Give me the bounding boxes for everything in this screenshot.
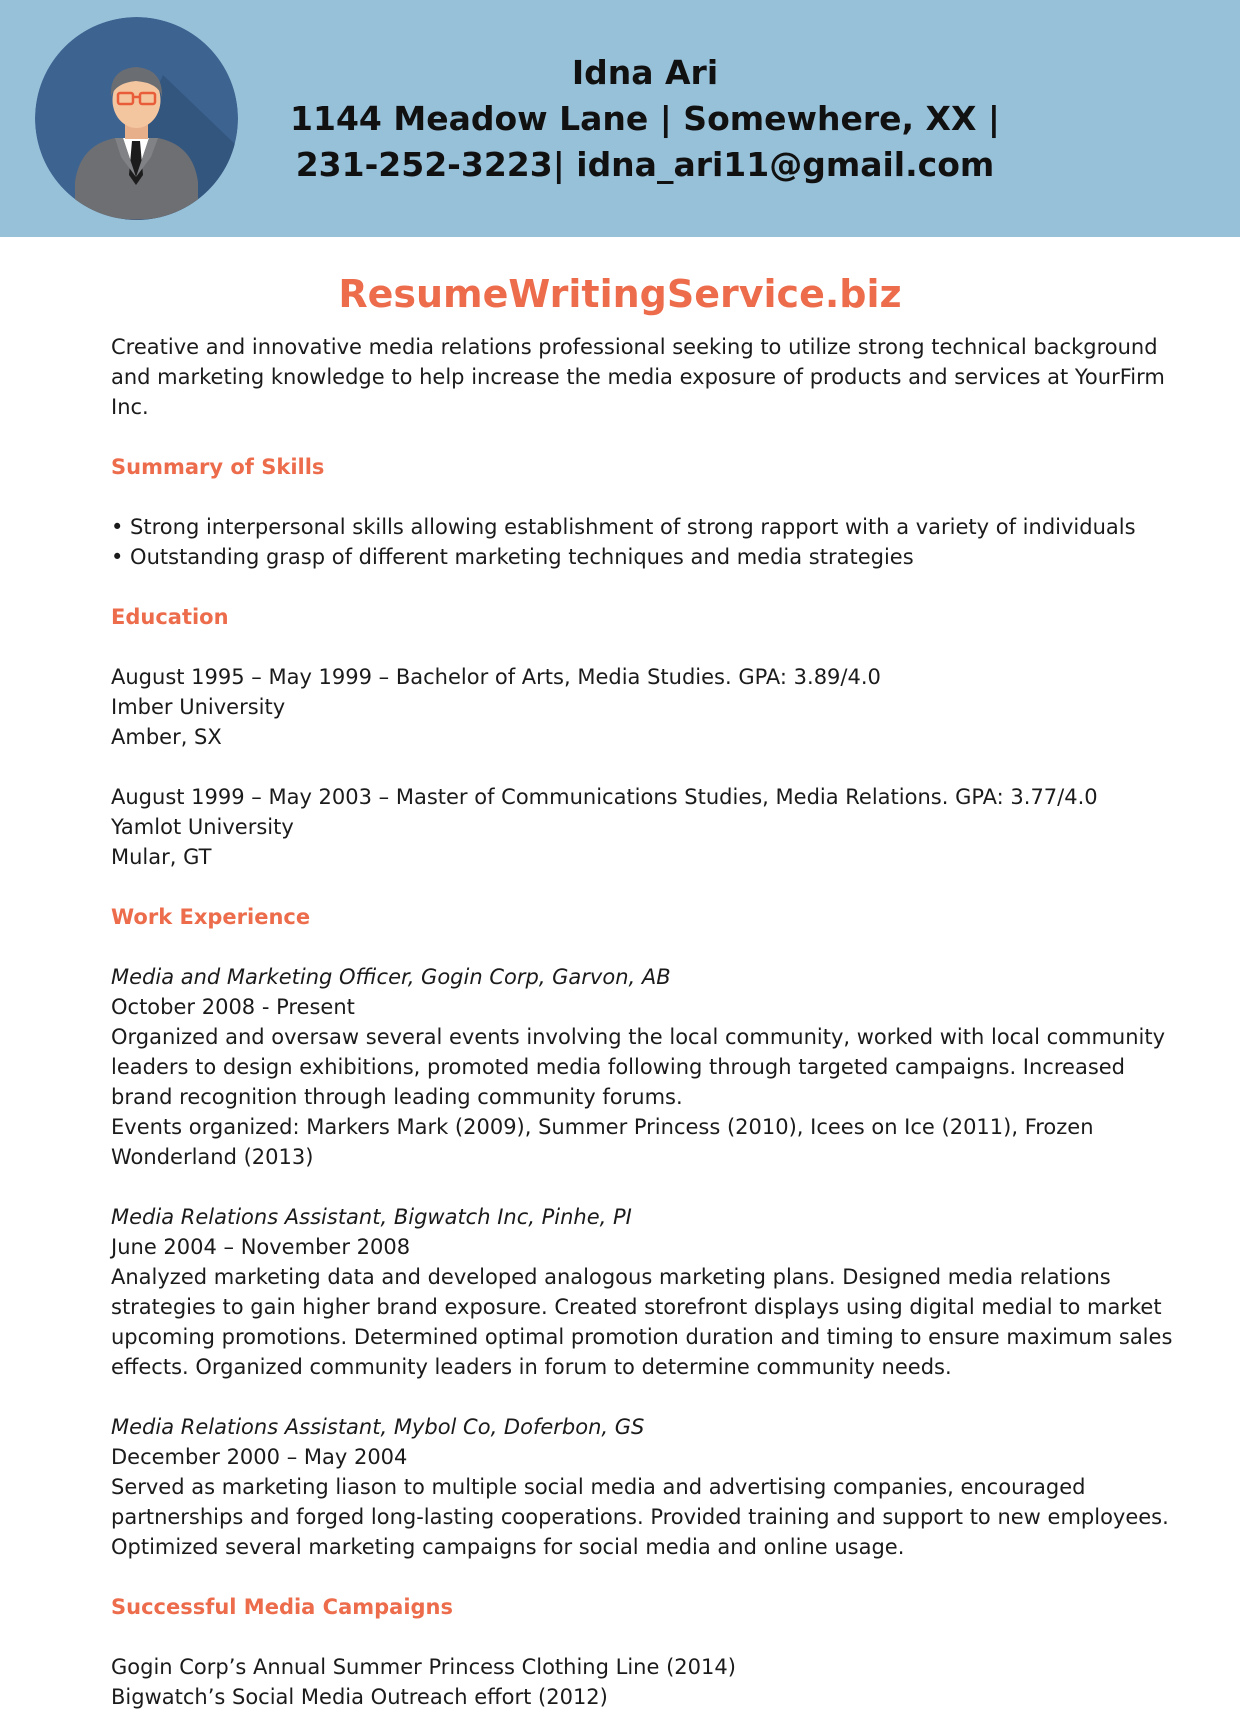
work-heading: Work Experience bbox=[111, 905, 311, 929]
skills-heading: Summary of Skills bbox=[111, 455, 325, 479]
job-title: Media Relations Assistant, Mybol Co, Doferbon, GS bbox=[111, 1415, 645, 1439]
education-degree: August 1999 – May 2003 – Master of Communications Studies, Media Relations. GPA: 3.77/4.0 bbox=[111, 785, 1098, 809]
campaign-item: Gogin Corp’s Annual Summer Princess Clothing Line (2014) bbox=[111, 1655, 736, 1679]
candidate-name: Idna Ari bbox=[571, 53, 719, 92]
job-dates: June 2004 – November 2008 bbox=[111, 1235, 411, 1259]
job-title: Media and Marketing Officer, Gogin Corp, Garvon, AB bbox=[111, 965, 671, 989]
businessman-avatar-icon bbox=[35, 17, 238, 220]
education-location: Mular, GT bbox=[111, 845, 212, 869]
education-location: Amber, SX bbox=[111, 725, 222, 749]
contact-block bbox=[250, 50, 1040, 188]
job-extra: Events organized: Markers Mark (2009), Summer Princess (2010), Icees on Ice (2011), Frozen Wonderland (2013) bbox=[111, 1115, 1094, 1169]
resume-body bbox=[111, 332, 1181, 1712]
header-banner bbox=[0, 0, 1240, 237]
education-school: Yamlot University bbox=[111, 815, 294, 839]
campaign-item: Bigwatch’s Social Media Outreach effort (2012) bbox=[111, 1685, 608, 1709]
education-degree: August 1995 – May 1999 – Bachelor of Arts, Media Studies. GPA: 3.89/4.0 bbox=[111, 665, 881, 689]
address-line: 1144 Meadow Lane | Somewhere, XX | bbox=[290, 99, 1000, 138]
education-school: Imber University bbox=[111, 695, 286, 719]
education-heading: Education bbox=[111, 605, 229, 629]
objective-text: Creative and innovative media relations professional seeking to utilize strong technical background and marketing knowledge to help increase the media exposure of products and services at YourFirm Inc. bbox=[111, 335, 1165, 419]
job-dates: October 2008 - Present bbox=[111, 995, 355, 1019]
job-description: Analyzed marketing data and developed analogous marketing plans. Designed media relations strategies to gain higher brand exposure. Created storefront displays using digital medial to market upcoming promotions. Determined optimal promotion duration and timing to ensure maximum sales effects. Organized community leaders in forum to determine community needs. bbox=[111, 1265, 1173, 1379]
skill-item: • Strong interpersonal skills allowing establishment of strong rapport with a variety of individuals bbox=[111, 515, 1136, 539]
job-description: Organized and oversaw several events involving the local community, worked with local community leaders to design exhibitions, promoted media following through targeted campaigns. Increased brand recognition through leading community forums. bbox=[111, 1025, 1166, 1109]
job-description: Served as marketing liason to multiple social media and advertising companies, encouraged partnerships and forged long-lasting cooperations. Provided training and support to new employees. Optimized several marketing campaigns for social media and online usage. bbox=[111, 1475, 1169, 1559]
job-title: Media Relations Assistant, Bigwatch Inc, Pinhe, PI bbox=[111, 1205, 632, 1229]
campaigns-heading: Successful Media Campaigns bbox=[111, 1595, 454, 1619]
skill-item: • Outstanding grasp of different marketing techniques and media strategies bbox=[111, 545, 914, 569]
brand-title: ResumeWritingService.biz bbox=[338, 272, 902, 316]
phone-email-line: 231-252-3223| idna_ari11@gmail.com bbox=[295, 145, 995, 184]
job-dates: December 2000 – May 2004 bbox=[111, 1445, 408, 1469]
